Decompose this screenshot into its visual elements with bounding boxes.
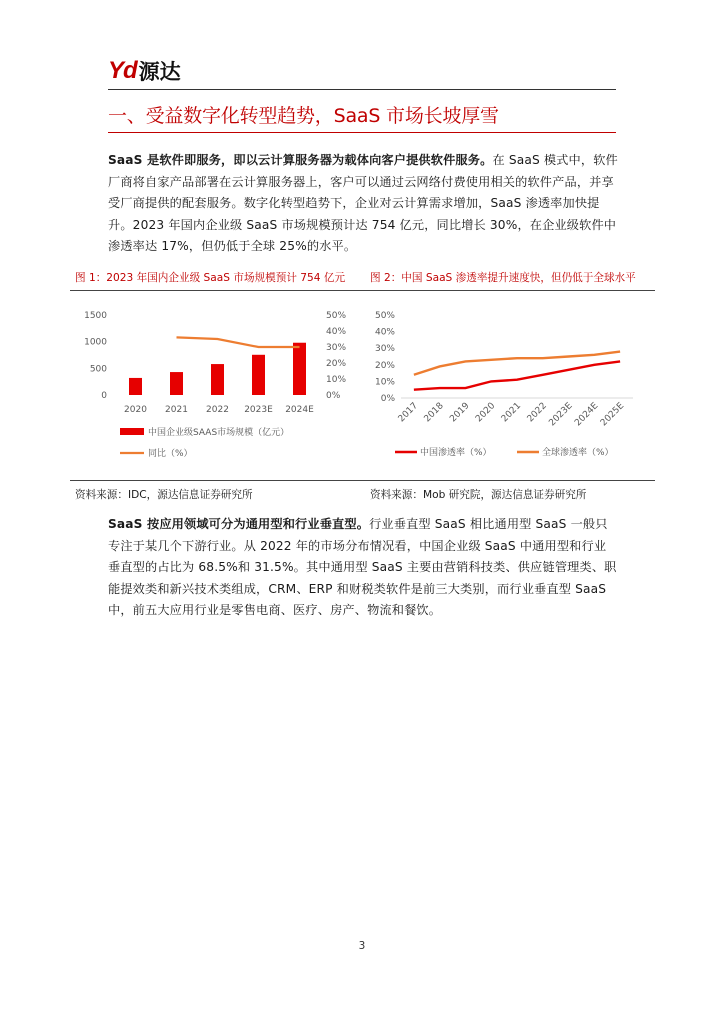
- x-tick-label: 2021: [165, 405, 188, 415]
- bar-market-size: [129, 378, 142, 395]
- y-right-tick-label: 50%: [326, 311, 347, 321]
- figure-2-source: 资料来源：Mob 研究院，源达信息证券研究所: [370, 489, 587, 501]
- logo-mark: Yd: [108, 57, 137, 84]
- paragraph-intro-lead: SaaS 是软件即服务，即以云计算服务器为载体向客户提供软件服务。: [108, 153, 493, 167]
- paragraph-intro: [108, 150, 618, 258]
- paragraph-intro-body: 在 SaaS 模式中，软件厂商将自家产品部署在云计算服务器上，客户可以通过云网络付费使用相关的软件产品，并享受厂商提供的配套服务。数字化转型趋势下，企业对云计算需求增加，SaaS 渗透率加快提升。2023 年国内企业级 SaaS 市场规模预计达 754 亿元，同比增长 30%，在企业级软件中渗透率达 17%，但仍低于全球 25%的水平。: [108, 153, 618, 253]
- legend-bar-swatch: [120, 428, 144, 435]
- x-tick-label: 2022: [525, 401, 549, 425]
- paragraph-classification: [108, 514, 618, 622]
- title-underline: [108, 132, 616, 133]
- legend-bar-label: 中国企业级SAAS市场规模（亿元）: [148, 428, 290, 438]
- bar-market-size: [252, 355, 265, 395]
- y-left-tick-label: 1500: [84, 311, 107, 321]
- y-right-tick-label: 30%: [326, 343, 347, 353]
- x-tick-label: 2023E: [244, 405, 273, 415]
- y-tick-label: 50%: [374, 311, 395, 321]
- y-left-tick-label: 0: [101, 391, 107, 401]
- bar-market-size: [211, 364, 224, 395]
- bar-market-size: [170, 372, 183, 395]
- y-left-tick-label: 500: [89, 364, 107, 375]
- x-tick-label: 2023E: [547, 401, 575, 429]
- x-tick-label: 2024E: [285, 405, 314, 415]
- x-tick-label: 2024E: [573, 401, 601, 429]
- x-tick-label: 2022: [206, 405, 229, 415]
- figure-1-source: 资料来源：IDC，源达信息证券研究所: [75, 489, 253, 501]
- header-divider: [108, 89, 616, 90]
- y-left-tick-label: 1000: [84, 337, 107, 348]
- y-tick-label: 40%: [374, 327, 395, 338]
- section-title: 一、受益数字化转型趋势，SaaS 市场长坡厚雪: [108, 105, 499, 127]
- legend-line-label: 同比（%）: [148, 449, 193, 459]
- y-tick-label: 0%: [380, 394, 395, 404]
- figure-1-caption: 图 1：2023 年国内企业级 SaaS 市场规模预计 754 亿元: [75, 272, 346, 284]
- legend-china-label: 中国渗透率（%）: [420, 448, 492, 458]
- y-right-tick-label: 40%: [326, 327, 347, 337]
- x-tick-label: 2025E: [598, 401, 627, 429]
- y-right-tick-label: 20%: [326, 359, 347, 369]
- figure-top-rule: [70, 290, 655, 291]
- legend-global-label: 全球渗透率（%）: [542, 448, 614, 458]
- figure-bottom-rule: [70, 480, 655, 481]
- company-logo: [108, 58, 181, 84]
- x-tick-label: 2021: [499, 401, 524, 425]
- logo-text: 源达: [138, 60, 181, 84]
- y-tick-label: 10%: [374, 377, 395, 388]
- x-tick-label: 2019: [448, 401, 472, 425]
- x-tick-label: 2017: [396, 401, 421, 425]
- paragraph-classification-body: 行业垂直型 SaaS 相比通用型 SaaS 一般只专注于某几个下游行业。从 2022 年的市场分布情况看，中国企业级 SaaS 中通用型和行业垂直型的占比为 68.5%和 31.5%。其中通用型 SaaS 主要由营销科技类、供应链管理类、职能提效类和新兴技术类组成，CRM、ERP 和财税类软件是前三大类别，而行业垂直型 SaaS 中，前五大应用行业是零售电商、医疗、房产、物流和餐饮。: [108, 517, 617, 617]
- line-yoy-growth: [177, 337, 300, 347]
- page-number: 3: [358, 940, 366, 952]
- y-tick-label: 20%: [374, 360, 395, 371]
- line-global-penetration: [414, 352, 620, 375]
- chart-2-penetration-rate: [365, 300, 655, 475]
- paragraph-classification-lead: SaaS 按应用领域可分为通用型和行业垂直型。: [108, 517, 370, 531]
- x-tick-label: 2018: [422, 401, 446, 425]
- x-tick-label: 2020: [124, 405, 147, 415]
- x-tick-label: 2020: [474, 401, 498, 425]
- y-right-tick-label: 10%: [326, 375, 347, 385]
- y-right-tick-label: 0%: [326, 391, 341, 401]
- y-tick-label: 30%: [374, 344, 395, 355]
- bar-market-size: [293, 343, 306, 395]
- chart-1-market-size: [70, 300, 360, 475]
- figure-2-caption: 图 2：中国 SaaS 渗透率提升速度快，但仍低于全球水平: [370, 272, 636, 284]
